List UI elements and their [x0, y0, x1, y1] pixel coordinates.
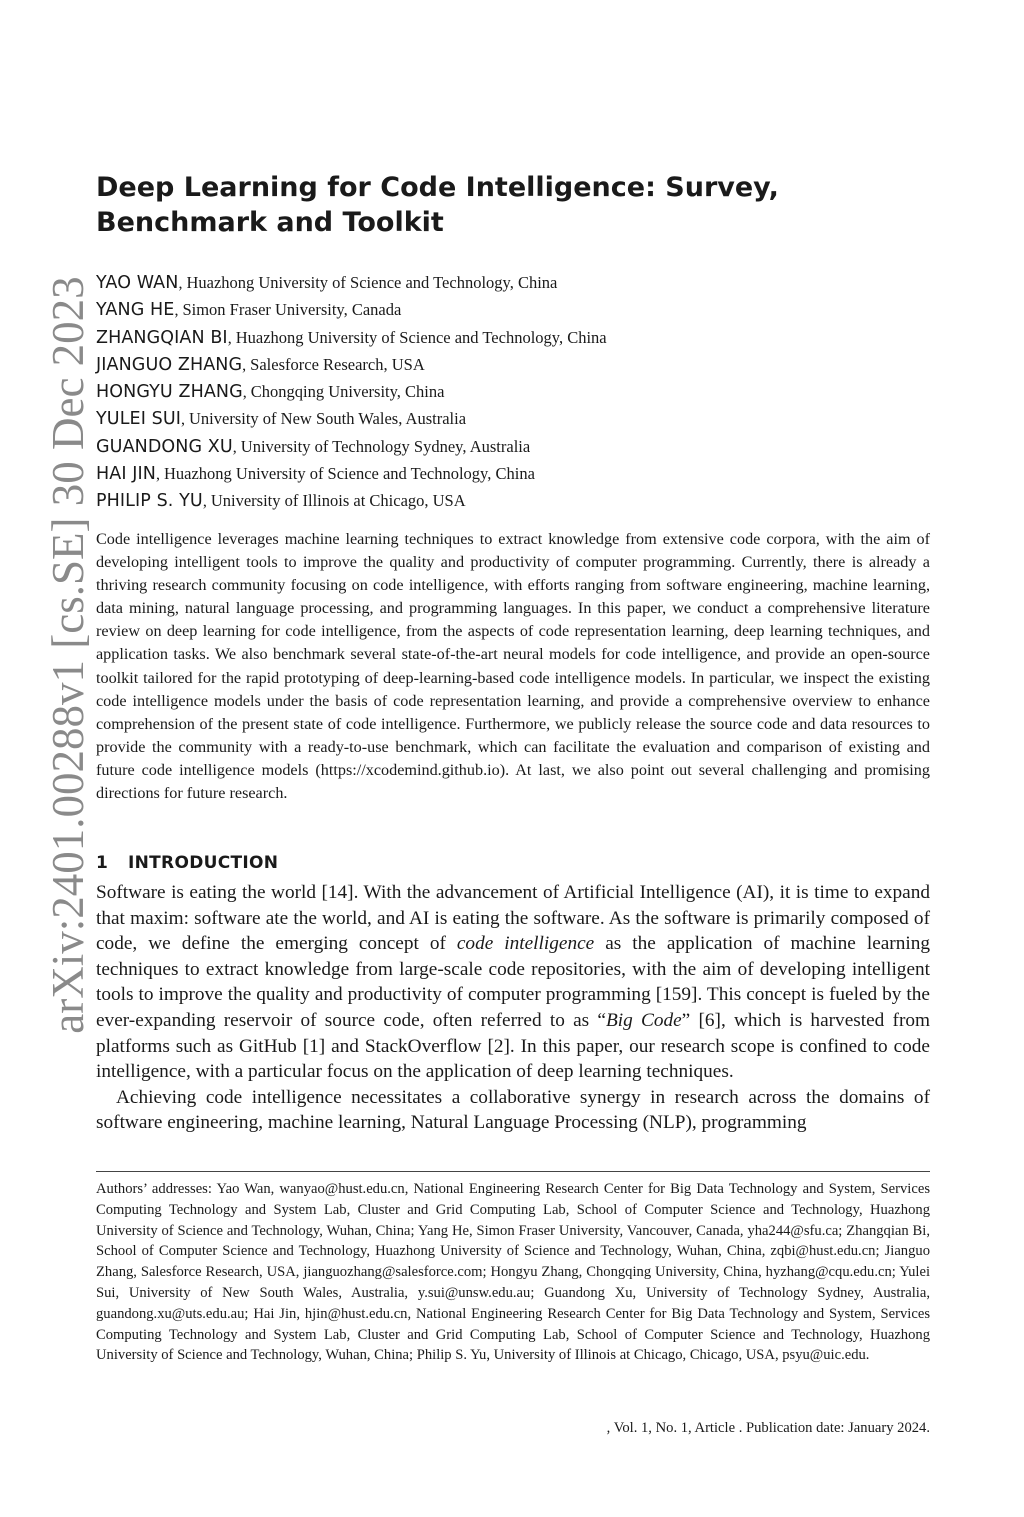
author-affiliation: Chongqing University, China — [250, 382, 445, 402]
author-name: HAI JIN — [96, 464, 156, 485]
footnote-divider — [96, 1171, 930, 1172]
introduction-body — [96, 880, 930, 1136]
author-entry: YAO WAN, Huazhong University of Science and Technology, China — [96, 273, 558, 293]
section-number: 1 — [96, 853, 109, 873]
author-entry: JIANGUO ZHANG, Salesforce Research, USA — [96, 354, 425, 375]
author-entry: PHILIP S. YU, University of Illinois at Chicago, USA — [96, 491, 466, 512]
emphasized-term: code intelligence — [456, 933, 595, 955]
author-entry: ZHANGQIAN BI, Huazhong University of Science and Technology, China — [96, 327, 607, 348]
author-affiliation: University of New South Wales, Australia — [189, 409, 467, 429]
author-name: ZHANGQIAN BI — [96, 327, 228, 348]
arxiv-identifier-stamp: arXiv:2401.00288v1 [cs.SE] 30 Dec 2023 — [43, 276, 93, 1034]
abstract: Code intelligence leverages machine learning techniques to extract knowledge from extensive code corpora, with the aim of developing intelligent tools to improve the quality and productivity of computer programming. Currently, there is already a thriving research community focusing on code intelligence, with efforts ranging from software engineering, machine learning, data mining, natural language processing, and programming languages. In this paper, we conduct a comprehensive literature review on deep learning for code intelligence, from the aspects of code representation learning, deep learning techniques, and application tasks. We also benchmark several state-of-the-art neural models for code intelligence, and provide an open-source toolkit tailored for the rapid prototyping of deep-learning-based code intelligence models. In particular, we inspect the existing code intelligence models under the basis of code representation learning, and provide a comprehensive overview to enhance comprehension of the present state of code intelligence. Furthermore, we publicly release the source code and data resources to provide the community with a ready-to-use benchmark, which can facilitate the evaluation and comparison of existing and future code intelligence models (https://xcodemind.github.io). At last, we also point out several challenging and promising directions for future research. — [96, 530, 930, 803]
author-entry: YULEI SUI, University of New South Wales, Australia — [96, 409, 467, 430]
author-name: PHILIP S. YU — [96, 491, 203, 512]
author-entry: YANG HE, Simon Fraser University, Canada — [96, 300, 402, 321]
author-name: GUANDONG XU — [96, 436, 233, 457]
emphasized-term: Big Code — [605, 1009, 682, 1031]
authors-addresses-footnote: Authors’ addresses: Yao Wan, wanyao@hust.edu.cn, National Engineering Research Center for Big Data Technology and System, Services Computing Technology and System Lab, Cluster and Grid Computing Lab, School of Computer Science and Technology, Huazhong University of Science and Technology, Wuhan, China; Yang He, Simon Fraser University, Vancouver, Canada, yha244@sfu.ca; Zhangqian Bi, School of Computer Science and Technology, Huazhong University of Science and Technology, Wuhan, China, zqbi@hust.edu.cn; Jianguo Zhang, Salesforce Research, USA, jianguozhang@salesforce.com; Hongyu Zhang, Chongqing University, China, hyzhang@cqu.edu.cn; Yulei Sui, University of New South Wales, Australia, y.sui@unsw.edu.au; Guandong Xu, University of Technology Sydney, Australia, guandong.xu@uts.edu.au; Hai Jin, hjin@hust.edu.cn, National Engineering Research Center for Big Data Technology and System, Services Computing Technology and System Lab, Cluster and Grid Computing Lab, School of Computer Science and Technology, Huazhong University of Science and Technology, Wuhan, China; Philip S. Yu, University of Illinois at Chicago, Chicago, USA, psyu@uic.edu. — [96, 1181, 930, 1364]
author-entry: GUANDONG XU, University of Technology Sydney, Australia — [96, 436, 531, 457]
author-affiliation: Huazhong University of Science and Technology, China — [235, 327, 607, 347]
paper-title: Deep Learning for Code Intelligence: Survey, Benchmark and Toolkit — [96, 172, 779, 238]
author-affiliation: Salesforce Research, USA — [250, 354, 425, 374]
author-name: HONGYU ZHANG — [96, 382, 243, 403]
author-list — [96, 269, 936, 515]
author-name: JIANGUO ZHANG — [96, 354, 243, 375]
body-paragraph: Software is eating the world [14]. With the advancement of Artificial Intelligence (AI), it is time to expand that maxim: software ate the world, and AI is eating the software. As the software is primarily composed of code, we define the emerging concept of code intelligence as the application of machine learning techniques to extract knowledge from large-scale code repositories, with the aim of developing intelligent tools to improve the quality and productivity of computer programming [159]. This concept is fueled by the ever-expanding reservoir of source code, often referred to as “Big Code” [6], which is harvested from platforms such as GitHub [1] and StackOverflow [2]. In this paper, our research scope is confined to code intelligence, with a particular focus on the application of deep learning techniques. — [96, 882, 931, 1083]
author-name: YANG HE — [96, 300, 175, 321]
page-footer: , Vol. 1, No. 1, Article . Publication date: January 2024. — [606, 1420, 930, 1436]
author-affiliation: Huazhong University of Science and Technology, China — [163, 464, 535, 484]
body-paragraph: Achieving code intelligence necessitates a collaborative synergy in research across the domains of software engineering, machine learning, Natural Language Processing (NLP), programming — [96, 1086, 930, 1134]
author-affiliation: Huazhong University of Science and Technology, China — [186, 273, 558, 292]
author-entry: HAI JIN, Huazhong University of Science and Technology, China — [96, 464, 535, 485]
author-entry: HONGYU ZHANG, Chongqing University, China — [96, 382, 445, 403]
author-affiliation: University of Illinois at Chicago, USA — [210, 491, 466, 511]
author-name: YAO WAN — [96, 273, 179, 293]
author-name: YULEI SUI — [96, 409, 182, 430]
author-affiliation: Simon Fraser University, Canada — [182, 300, 402, 320]
section-heading — [96, 852, 278, 874]
section-title: INTRODUCTION — [128, 853, 279, 873]
author-affiliation: University of Technology Sydney, Australia — [240, 436, 531, 456]
